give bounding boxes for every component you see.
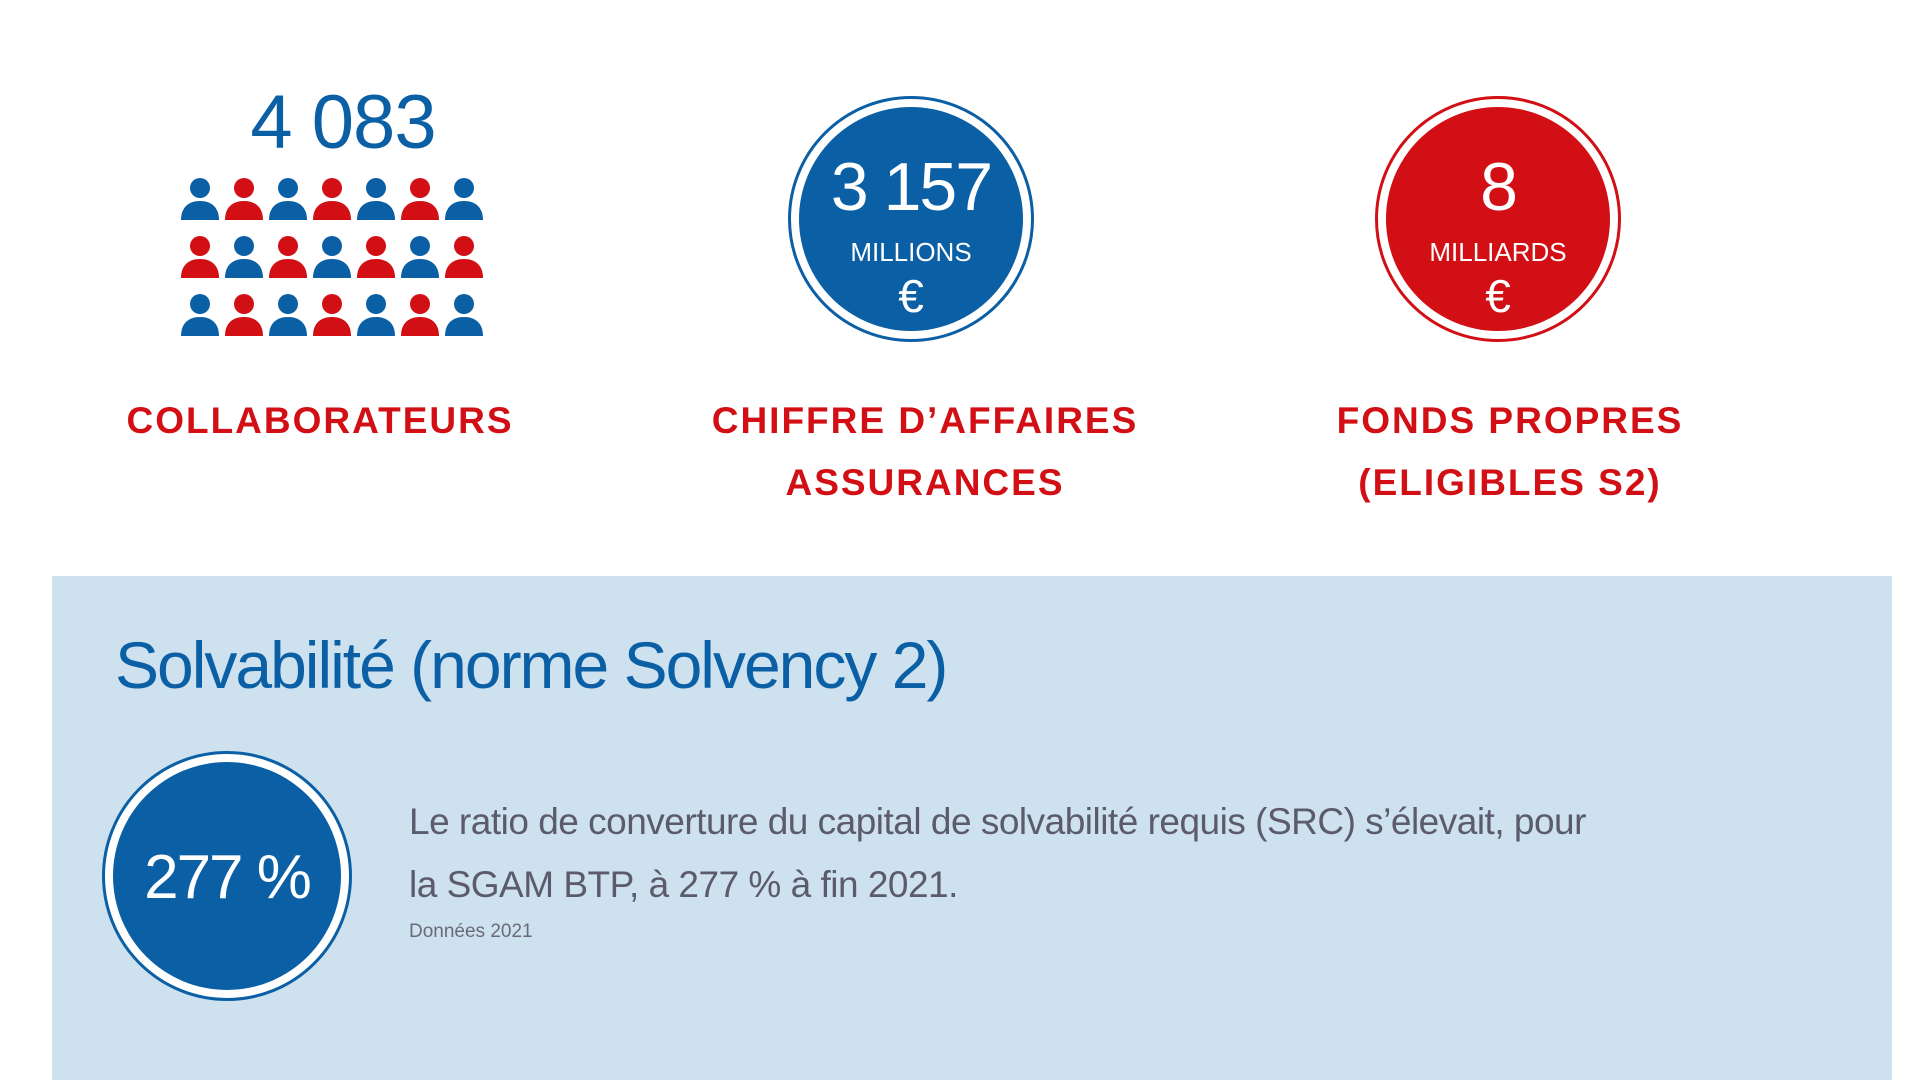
solvency-description-line2: la SGAM BTP, à 277 % à fin 2021. bbox=[409, 864, 958, 905]
person-icon bbox=[398, 176, 442, 234]
person-icon bbox=[354, 176, 398, 234]
person-icon bbox=[222, 292, 266, 350]
chiffre-affaires-label bbox=[660, 390, 1190, 514]
ratio-value: 277 % bbox=[144, 843, 310, 912]
person-icon bbox=[178, 234, 222, 292]
person-icon bbox=[178, 176, 222, 234]
collaborateurs-label: COLLABORATEURS bbox=[126, 400, 514, 441]
person-icon bbox=[178, 292, 222, 350]
fonds-propres-unit: MILLIARDS bbox=[1429, 237, 1567, 267]
chiffre-affaires-currency: € bbox=[898, 270, 924, 322]
solvency-description bbox=[409, 790, 1709, 916]
ratio-circle bbox=[102, 751, 352, 1001]
person-icon bbox=[398, 234, 442, 292]
person-icon bbox=[266, 234, 310, 292]
fonds-propres-label-line1: FONDS PROPRES bbox=[1336, 400, 1684, 441]
person-icon bbox=[442, 176, 486, 234]
fonds-propres-circle bbox=[1375, 96, 1621, 342]
chiffre-affaires-label-line2: ASSURANCES bbox=[785, 462, 1065, 503]
data-source-note: Données 2021 bbox=[409, 921, 533, 942]
person-icon bbox=[310, 292, 354, 350]
panel-title: Solvabilité (norme Solvency 2) bbox=[115, 628, 947, 702]
person-icon bbox=[310, 176, 354, 234]
fonds-propres-currency: € bbox=[1485, 270, 1511, 322]
solvency-description-line1: Le ratio de converture du capital de solvabilité requis (SRC) s’élevait, pour bbox=[409, 801, 1586, 842]
person-icon bbox=[266, 176, 310, 234]
fonds-propres-label bbox=[1250, 390, 1770, 514]
people-icon-grid bbox=[178, 176, 486, 346]
person-icon bbox=[354, 234, 398, 292]
person-icon bbox=[398, 292, 442, 350]
chiffre-affaires-circle bbox=[788, 96, 1034, 342]
person-icon bbox=[310, 234, 354, 292]
person-icon bbox=[442, 234, 486, 292]
person-icon bbox=[354, 292, 398, 350]
person-icon bbox=[222, 176, 266, 234]
collaborateurs-count: 4 083 bbox=[250, 80, 436, 165]
person-icon bbox=[222, 234, 266, 292]
solvency-panel bbox=[52, 576, 1892, 1080]
person-icon bbox=[266, 292, 310, 350]
person-icon bbox=[442, 292, 486, 350]
chiffre-affaires-value: 3 157 bbox=[830, 149, 992, 225]
chiffre-affaires-unit: MILLIONS bbox=[850, 237, 972, 267]
fonds-propres-label-line2: (ELIGIBLES S2) bbox=[1358, 462, 1662, 503]
fonds-propres-value: 8 bbox=[1480, 149, 1516, 225]
chiffre-affaires-label-line1: CHIFFRE D’AFFAIRES bbox=[711, 400, 1139, 441]
